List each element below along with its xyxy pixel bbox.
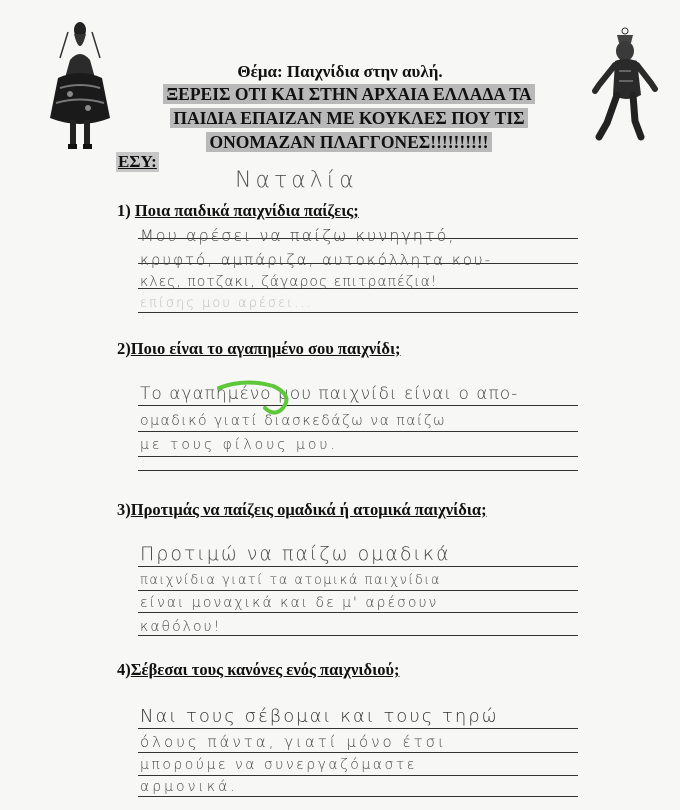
answer-rule	[138, 312, 578, 313]
answer-2-line-3: με τους φίλους μου.	[140, 437, 338, 453]
answer-1-line-1: Μου αρέσει να παίζω κυνηγητό,	[140, 226, 456, 245]
question-number: 2)	[117, 339, 131, 358]
answer-rule	[138, 612, 578, 613]
answer-rule	[138, 456, 578, 457]
answer-3-line-1: Προτιμώ να παίζω ομαδικά	[140, 543, 451, 565]
answer-4-line-1: Ναι τους σέβομαι και τους τηρώ	[140, 706, 499, 727]
question-text: Προτιμάς να παίζεις ομαδικά ή ατομικά παιχνίδια;	[130, 500, 487, 519]
answer-rule	[138, 566, 578, 567]
headline	[138, 82, 560, 154]
question-1	[117, 201, 359, 221]
you-label: ΕΣΥ:	[118, 152, 157, 171]
answer-2-line-1: Το αγαπημένο μου παιχνίδι είναι ο απο-	[140, 384, 519, 404]
question-text: Ποια παιδικά παιχνίδια παίζεις;	[134, 201, 359, 220]
answer-rule	[138, 728, 578, 729]
answer-1-line-3: κλες, ποτζακι, ζάγαρος επιτραπέζια!	[140, 274, 438, 290]
student-name: Ναταλία	[235, 168, 358, 193]
answer-rule	[138, 752, 578, 753]
answer-3-line-2: παιχνίδια γιατί τα ατομικά παιχνίδια	[140, 573, 441, 588]
question-3	[117, 500, 487, 520]
ancient-doll-left-illustration	[40, 18, 120, 153]
answer-4-line-3: μπορούμε να συνεργαζόμαστε	[140, 757, 417, 773]
answer-rule	[138, 431, 578, 432]
question-number: 3)	[117, 500, 131, 519]
headline-line-1: ΞΕΡΕΙΣ ΟΤΙ ΚΑΙ ΣΤΗΝ ΑΡΧΑΙΑ ΕΛΛΑΔΑ ΤΑ	[163, 84, 534, 104]
headline-line-2: ΠΑΙΔΙΑ ΕΠΑΙΖΑΝ ΜΕ ΚΟΥΚΛΕΣ ΠΟΥ ΤΙΣ	[170, 108, 527, 128]
question-text: Σέβεσαι τους κανόνες ενός παιχνιδιού;	[130, 660, 400, 679]
ancient-doll-right-illustration	[585, 25, 660, 145]
answer-3-line-4: καθόλου!	[140, 619, 222, 635]
headline-line-3: ΟΝΟΜΑΖΑΝ ΠΛΑΓΓΟΝΕΣ!!!!!!!!!!	[206, 132, 491, 152]
answer-rule	[138, 470, 578, 471]
question-4	[117, 660, 400, 680]
answer-2-line-2: ομαδικό γιατί διασκεδάζω να παίζω	[140, 413, 447, 429]
answer-rule	[138, 590, 578, 591]
question-text: Ποιο είναι το αγαπημένο σου παιχνίδι;	[130, 339, 401, 358]
answer-4-line-2: όλους πάντα, γιατί μόνο έτσι	[140, 733, 447, 751]
answer-1-line-4: επίσης μου αρέσει...	[140, 296, 313, 311]
question-number: 4)	[117, 660, 131, 679]
answer-rule	[138, 775, 578, 776]
worksheet-theme: Θέμα: Παιχνίδια στην αυλή.	[237, 62, 443, 81]
question-number: 1)	[117, 201, 131, 220]
answer-3-line-3: είναι μοναχικά και δε μ' αρέσουν	[140, 595, 439, 611]
answer-1-line-2: κρυφτό, αμπάριζα, αυτοκόλλητα κου-	[140, 251, 492, 269]
answer-rule	[138, 796, 578, 797]
question-2	[117, 339, 401, 359]
green-correction-mark	[215, 378, 295, 418]
answer-rule	[138, 405, 578, 406]
answer-rule	[138, 635, 578, 636]
answer-4-line-4: αρμονικά.	[140, 779, 238, 795]
